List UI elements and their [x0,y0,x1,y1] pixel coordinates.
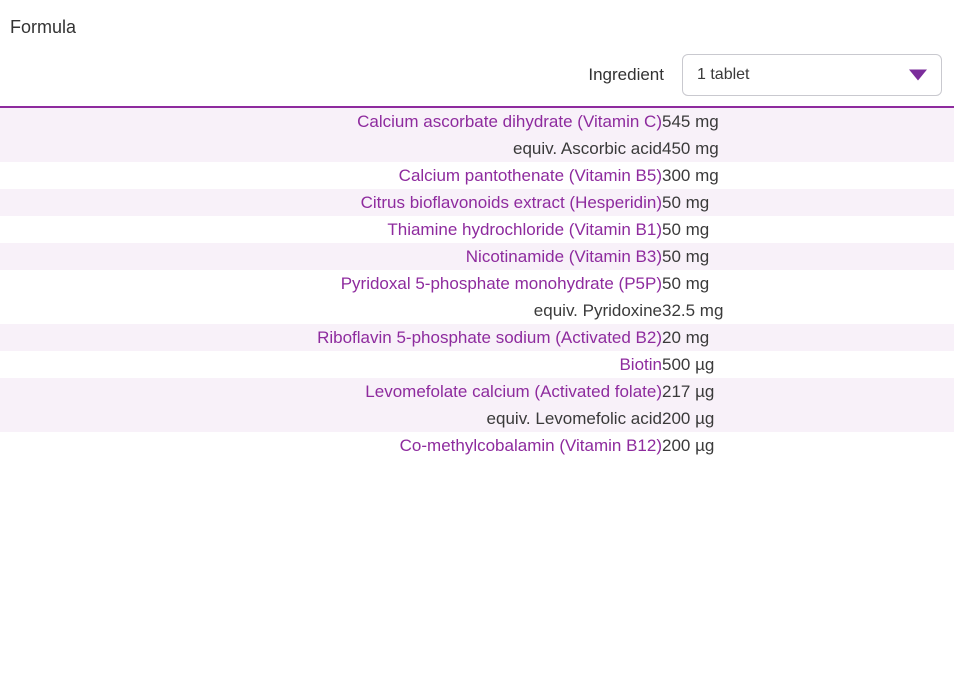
table-row [0,107,954,162]
dose-select-value: 1 tablet [697,66,750,83]
ingredient-amount-cell [662,162,954,189]
table-row [0,243,954,270]
ingredient-amount: 20 mg [662,328,710,347]
ingredient-amount: 300 mg [662,166,719,185]
ingredient-amount-cell [662,189,954,216]
table-row [0,432,954,459]
ingredient-name: Calcium ascorbate dihydrate (Vitamin C) [357,112,662,131]
ingredient-name: Nicotinamide (Vitamin B3) [465,247,662,266]
ingredient-equivalent-name: equiv. Ascorbic acid [513,139,662,158]
table-row [0,378,954,432]
ingredient-name-cell [0,162,662,189]
ingredient-equivalent-name: equiv. Levomefolic acid [486,409,662,428]
ingredient-name-cell [0,432,662,459]
ingredient-name-cell [0,351,662,378]
table-row [0,162,954,189]
chevron-down-icon [909,70,927,81]
ingredient-equivalent-amount: 200 µg [662,409,715,428]
ingredient-name-cell [0,324,662,351]
ingredient-name: Biotin [619,355,662,374]
ingredient-amount-cell [662,324,954,351]
ingredient-name-cell [0,189,662,216]
ingredient-amount: 50 mg [662,193,710,212]
ingredient-name: Calcium pantothenate (Vitamin B5) [398,166,662,185]
ingredient-amount-cell [662,107,954,162]
ingredient-amount: 200 µg [662,436,715,455]
table-row [0,189,954,216]
ingredient-amount: 50 mg [662,247,710,266]
ingredient-equivalent-name: equiv. Pyridoxine [533,301,662,320]
ingredient-name-cell [0,378,662,432]
ingredient-name: Co-methylcobalamin (Vitamin B12) [399,436,662,455]
table-row [0,351,954,378]
table-row [0,216,954,243]
ingredient-name: Thiamine hydrochloride (Vitamin B1) [387,220,662,239]
ingredient-name: Riboflavin 5-phosphate sodium (Activated B2) [317,328,662,347]
ingredient-amount-cell [662,351,954,378]
ingredient-amount: 500 µg [662,355,715,374]
ingredient-column-label: Ingredient [588,65,664,84]
formula-table [0,106,954,459]
ingredient-name-cell [0,243,662,270]
ingredient-name: Pyridoxal 5-phosphate monohydrate (P5P) [340,274,662,293]
ingredient-amount: 50 mg [662,274,710,293]
ingredient-equivalent-amount: 450 mg [662,139,719,158]
ingredient-name: Citrus bioflavonoids extract (Hesperidin) [360,193,662,212]
page-title: Formula [10,17,77,37]
ingredient-amount: 50 mg [662,220,710,239]
dose-select[interactable] [682,54,942,96]
ingredient-amount-cell [662,378,954,432]
table-row [0,324,954,351]
ingredient-amount-cell [662,243,954,270]
ingredient-name-cell [0,107,662,162]
ingredient-name-cell [0,270,662,324]
ingredient-amount: 217 µg [662,382,715,401]
ingredient-amount-cell [662,270,954,324]
ingredient-amount-cell [662,216,954,243]
ingredient-amount: 545 mg [662,112,719,131]
table-row [0,270,954,324]
formula-header [0,40,954,106]
ingredient-name-cell [0,216,662,243]
ingredient-name: Levomefolate calcium (Activated folate) [365,382,662,401]
ingredient-equivalent-amount: 32.5 mg [662,301,724,320]
ingredient-amount-cell [662,432,954,459]
